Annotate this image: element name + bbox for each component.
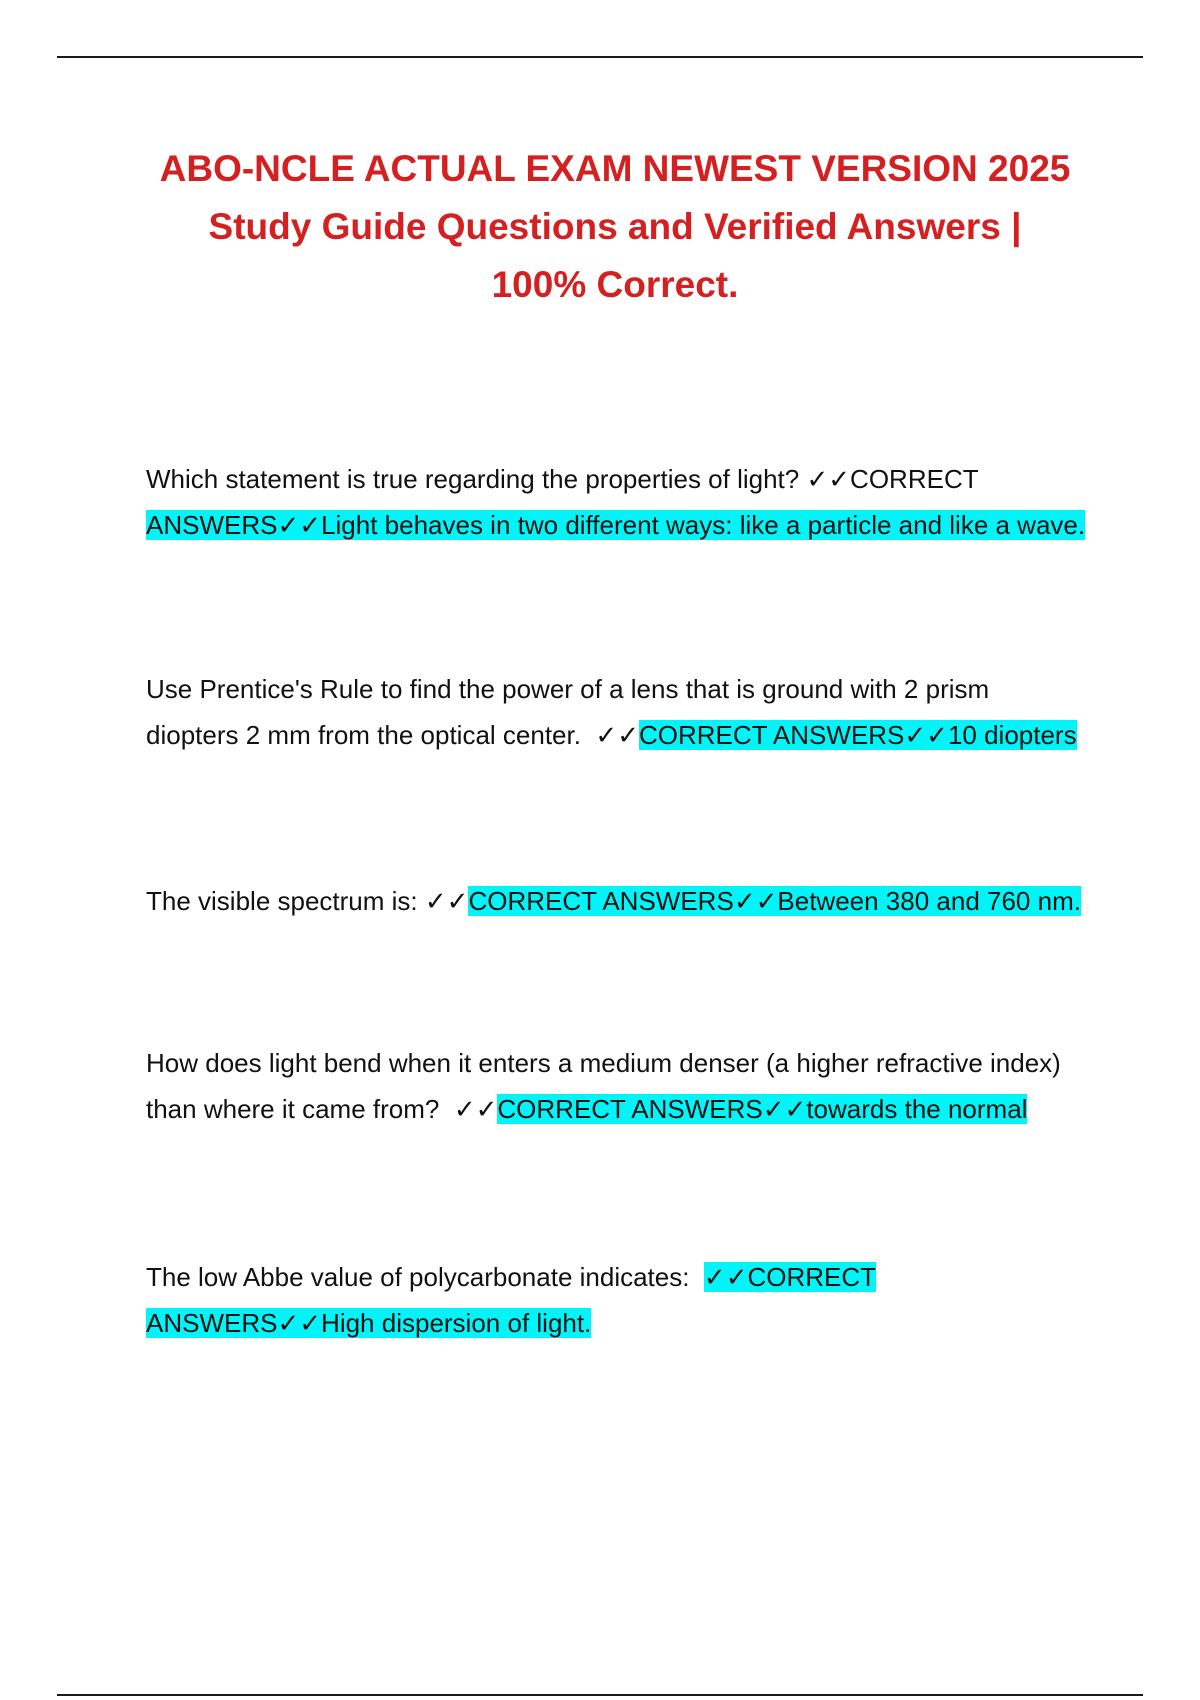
answers-label: ANSWERS — [146, 1308, 278, 1338]
double-check-icon: ✓✓ — [277, 510, 322, 540]
answer-label: CORRECT — [639, 720, 768, 750]
top-rule — [57, 56, 1143, 58]
answers-label: ANSWERS — [631, 1094, 763, 1124]
double-check-icon: ✓✓ — [733, 886, 778, 916]
title-line-3: 100% Correct. — [491, 264, 739, 305]
double-check-icon: ✓✓ — [904, 720, 948, 750]
question-text: Use Prentice's Rule to find the power of a lens that is ground with 2 prism diopters 2 mm from the optical center. — [146, 674, 990, 750]
document-title — [140, 140, 1090, 314]
answer-label: CORRECT — [850, 464, 979, 494]
answer-highlight — [468, 886, 1080, 916]
answer-label: CORRECT — [747, 1262, 876, 1292]
title-line-2: Study Guide Questions and Verified Answers | — [208, 206, 1022, 247]
answers-label: ANSWERS — [146, 510, 278, 540]
double-check-icon: ✓✓ — [762, 1094, 807, 1124]
double-check-icon: ✓✓ — [703, 1262, 748, 1292]
answers-label: ANSWERS — [772, 720, 905, 750]
double-check-icon: ✓✓ — [595, 720, 639, 750]
answer-label: CORRECT ANSWERS — [468, 886, 734, 916]
answer-highlight — [146, 510, 1085, 540]
answer-highlight — [639, 720, 1077, 750]
answer-highlight — [497, 1094, 1027, 1124]
question-text: The visible spectrum is: — [146, 886, 418, 916]
qa-item-2 — [146, 666, 1086, 758]
question-text: How does light bend when it enters a medium denser (a higher refractive index) than where it came from? — [146, 1048, 1061, 1124]
qa-item-5 — [146, 1254, 1086, 1346]
title-line-1: ABO-NCLE ACTUAL EXAM NEWEST VERSION 2025 — [159, 148, 1071, 189]
answer-text: towards the normal — [806, 1094, 1028, 1124]
answer-label: CORRECT — [497, 1094, 626, 1124]
double-check-icon: ✓✓ — [277, 1308, 322, 1338]
double-check-icon: ✓✓ — [424, 886, 469, 916]
question-text: The low Abbe value of polycarbonate indicates: — [146, 1262, 690, 1292]
answer-text: 10 diopters — [947, 720, 1077, 750]
double-check-icon: ✓✓ — [453, 1094, 498, 1124]
bottom-rule — [57, 1694, 1143, 1696]
qa-item-4 — [146, 1040, 1086, 1132]
question-text: Which statement is true regarding the properties of light? — [146, 464, 800, 494]
qa-item-3 — [146, 878, 1086, 924]
answer-text: Between 380 and 760 nm. — [777, 886, 1081, 916]
qa-item-1 — [146, 456, 1086, 548]
answer-text: High dispersion of light. — [321, 1308, 592, 1338]
double-check-icon: ✓✓ — [806, 464, 851, 494]
answer-text: Light behaves in two different ways: like a particle and like a wave. — [321, 510, 1086, 540]
